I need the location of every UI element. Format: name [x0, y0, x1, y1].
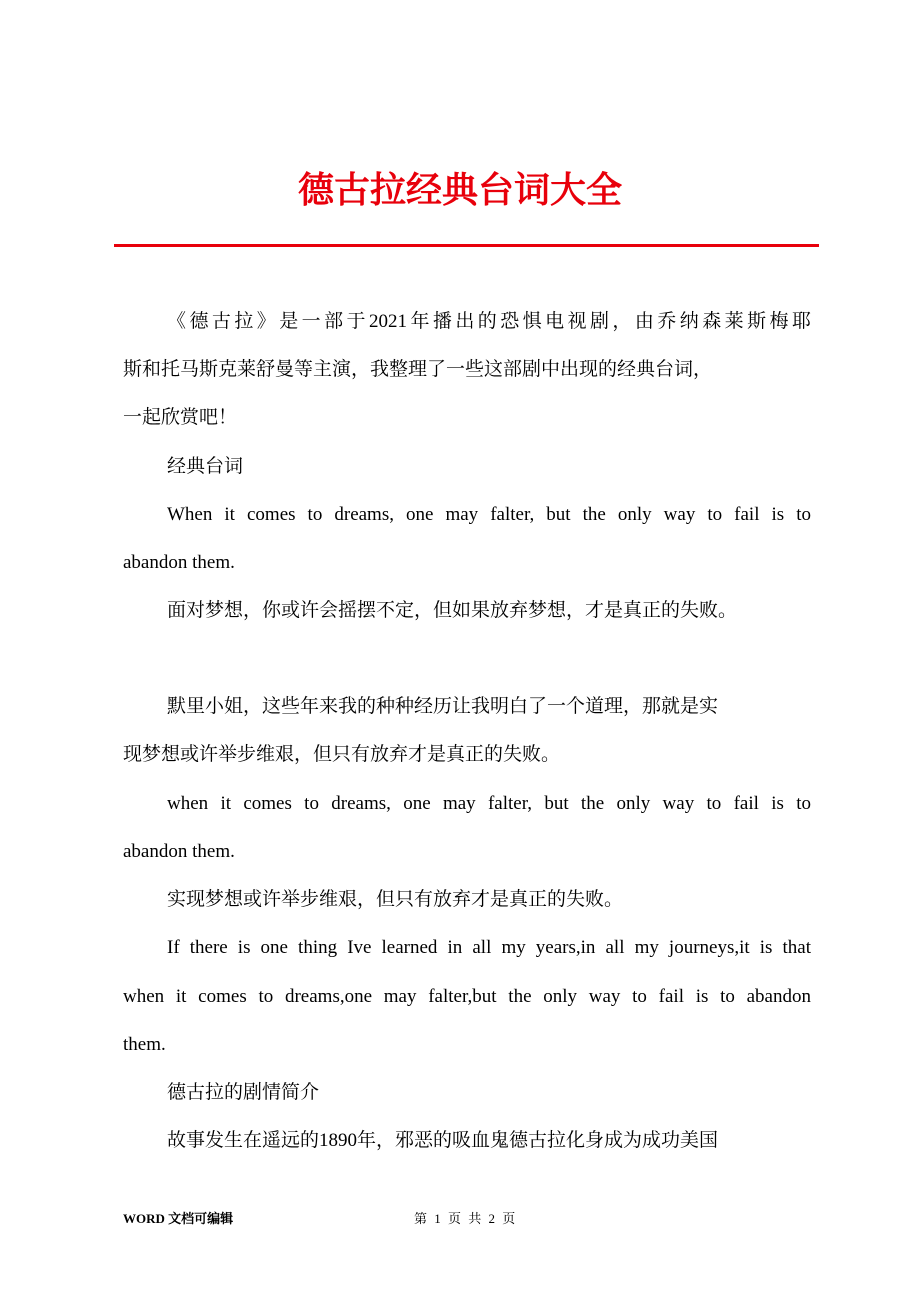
quote-4-line-3: them. [123, 1034, 166, 1055]
intro-line-1: 《德古拉》是一部于2021年播出的恐惧电视剧，由乔纳森莱斯梅耶 [167, 311, 811, 332]
quote-1-line-1: When it comes to dreams, one may falter, but the only way to fail is to [167, 504, 811, 525]
quote-3-line-2: abandon them. [123, 841, 235, 862]
synopsis-line-1: 故事发生在遥远的1890年，邪恶的吸血鬼德古拉化身成为成功美国 [167, 1130, 719, 1151]
title-divider [114, 244, 819, 247]
quote-2-line-1: 默里小姐，这些年来我的种种经历让我明白了一个道理，那就是实 [167, 696, 719, 717]
section-heading-synopsis: 德古拉的剧情简介 [167, 1082, 320, 1103]
intro-line-3: 一起欣赏吧！ [123, 407, 238, 428]
quote-4-line-1: If there is one thing Ive learned in all my years,in all my journeys,it is that [167, 937, 811, 958]
quote-1-line-2: abandon them. [123, 552, 235, 573]
document-title: 德古拉经典台词大全 [297, 169, 622, 211]
page-number: 第 1 页 共 2 页 [414, 1211, 516, 1226]
quote-2-line-2: 现梦想或许举步维艰，但只有放弃才是真正的失败。 [123, 744, 561, 765]
quote-4-line-2: when it comes to dreams,one may falter,but the only way to fail is to abandon [123, 986, 811, 1007]
footer-label: WORD 文档可编辑 [123, 1211, 234, 1226]
quote-1-translation: 面对梦想，你或许会摇摆不定，但如果放弃梦想，才是真正的失败。 [167, 600, 738, 621]
quote-3-line-1: when it comes to dreams, one may falter, but the only way to fail is to [167, 793, 811, 814]
section-heading-quotes: 经典台词 [167, 456, 244, 477]
intro-line-2: 斯和托马斯克莱舒曼等主演，我整理了一些这部剧中出现的经典台词， [123, 359, 713, 380]
quote-3-translation: 实现梦想或许举步维艰，但只有放弃才是真正的失败。 [167, 889, 624, 910]
